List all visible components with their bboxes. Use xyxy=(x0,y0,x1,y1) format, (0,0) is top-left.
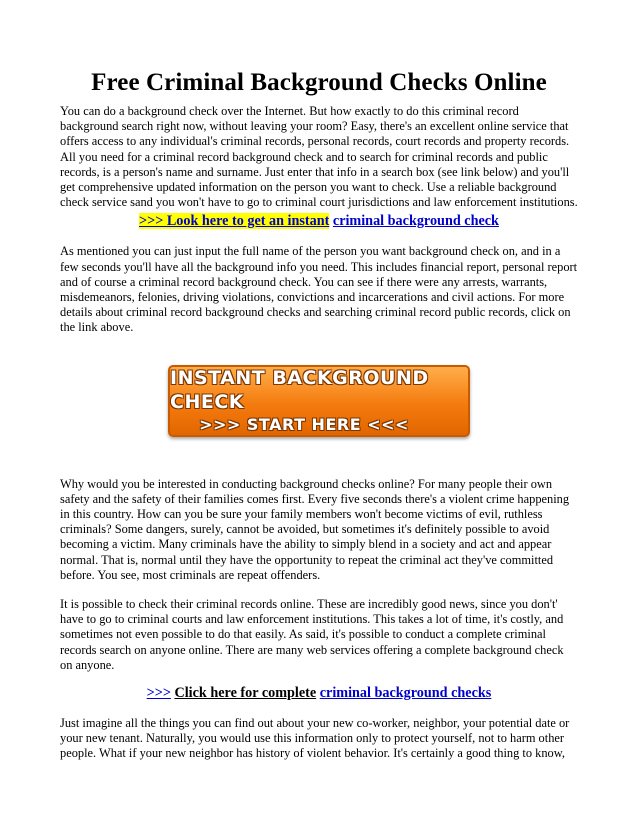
online-records-paragraph: It is possible to check their criminal records online. These are incredibly good news, since you don't' have to go to criminal courts and law enforcement institutions. This takes a lot of time, it's costly, and sometimes not even possible to do that easily. As said, it's possible to conduct a complete criminal records search on anyone online. There are many web services offering a complete background check on anyone. xyxy=(60,597,564,672)
imagine-paragraph: Just imagine all the things you can find out about your new co-worker, neighbor, your potential date or your new tenant. Naturally, you would use this information only to protect yourself, not to harm other people. What if your new neighbor has history of violent behavior. It's certainly a good thing to know, xyxy=(60,716,570,761)
banner-container xyxy=(60,365,578,437)
paragraph-gap xyxy=(60,583,578,597)
second-link-line xyxy=(60,683,578,703)
criminal-background-check-link[interactable]: criminal background check xyxy=(332,213,499,230)
banner-line2: >>> START HERE <<< xyxy=(199,414,409,434)
page-title: Free Criminal Background Checks Online xyxy=(91,69,547,96)
second-link-arrows[interactable]: >>> xyxy=(146,685,171,702)
first-link-line xyxy=(60,211,578,231)
intro-paragraph: You can do a background check over the Internet. But how exactly to do this criminal record background search right now, without leaving your room? Easy, there's an excellent online service that offers access to any individual's criminal records, personal records, court records and property records. All you need for a criminal record background check and to search for criminal records and public records, is a person's name and surname. Just enter that info in a search box (see link below) and you'll get comprehensive updated information on the person you want to check. Use a reliable background check service sand you won't have to go to criminal court jurisdictions and law enforcement institutions. xyxy=(60,104,578,210)
banner-line1: INSTANT BACKGROUND CHECK xyxy=(170,366,429,413)
click-here-link[interactable]: Click here for complete xyxy=(174,685,317,702)
look-here-link[interactable]: >>> Look here to get an instant xyxy=(139,213,330,230)
instant-background-check-button[interactable] xyxy=(168,365,470,437)
criminal-background-checks-link[interactable]: criminal background checks xyxy=(319,685,492,702)
details-paragraph: As mentioned you can just input the full name of the person you want background check on, and in a few seconds you'll have all the background info you need. This includes financial report, personal report and of course a criminal record background check. You can see if there were any arrests, warrants, misdemeanors, felonies, driving violations, convictions and incarcerations and civil actions. For more details about criminal record background checks and searching criminal record public records, click on the link above. xyxy=(60,244,578,335)
safety-paragraph: Why would you be interested in conducting background checks online? For many people their own safety and the safety of their families comes first. Every five seconds there's a violent crime happening in this country. How can you be sure your family members won't become victims of evil, ruthless criminals? Some dangers, surely, cannot be avoided, but sometimes it's definitely possible to avoid becoming a victim. Many criminals have the ability to simply blend in a society and act and appear normal. That is, normal until they have the opportunity to repeat the criminal act they've committed before. You see, most criminals are repeat offenders. xyxy=(60,476,570,582)
